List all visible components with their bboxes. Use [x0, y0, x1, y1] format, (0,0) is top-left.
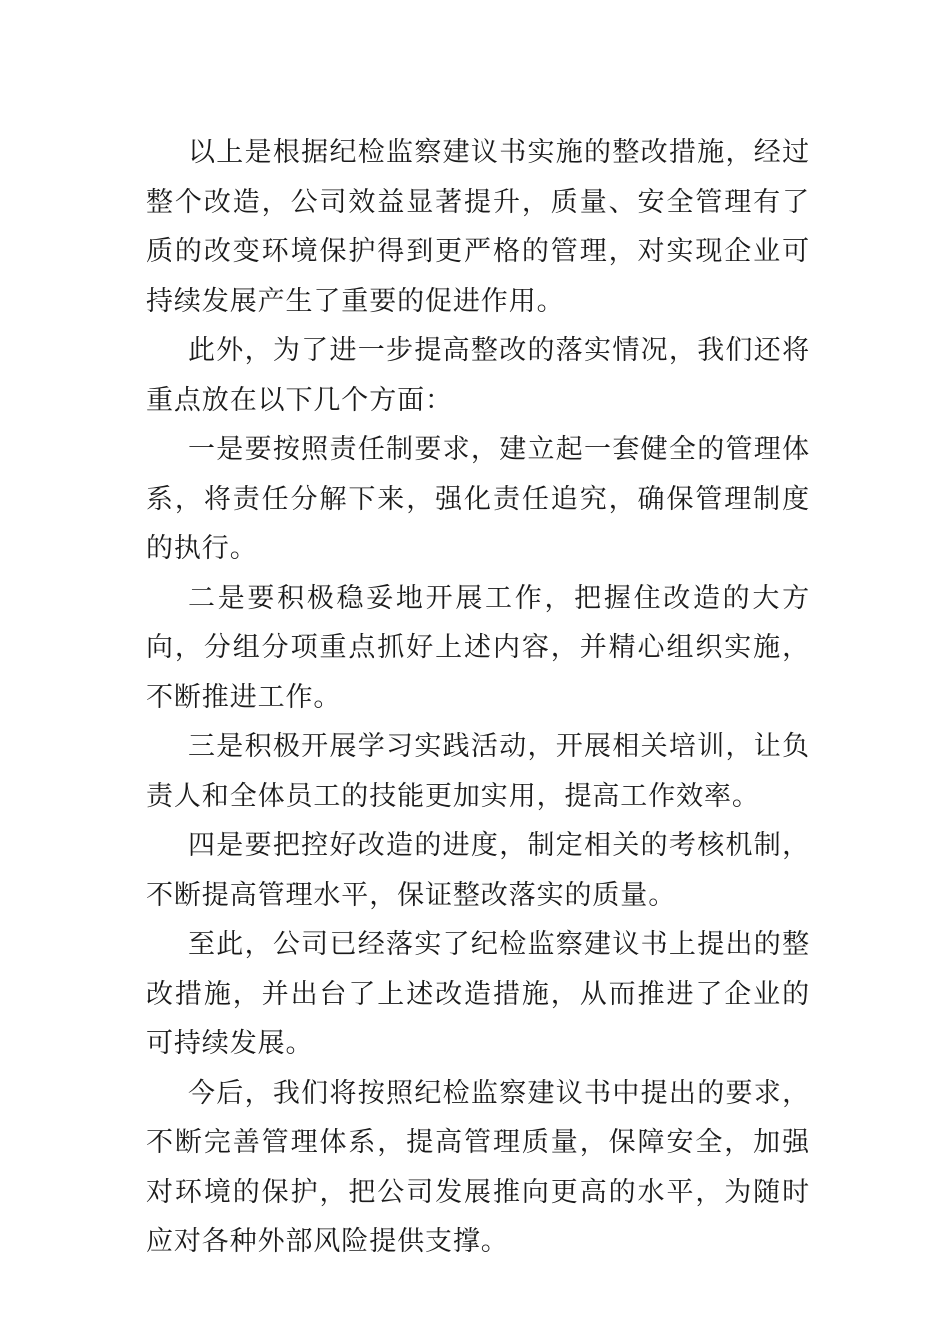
- paragraph-point-4: 四是要把控好改造的进度，制定相关的考核机制，不断提高管理水平，保证整改落实的质量。: [146, 830, 810, 911]
- paragraph-point-1: 一是要按照责任制要求，建立起一套健全的管理体系，将责任分解下来，强化责任追究，确保管理制度的执行。: [146, 434, 810, 564]
- paragraph-point-2: 二是要积极稳妥地开展工作，把握住改造的大方向，分组分项重点抓好上述内容，并精心组织实施，不断推进工作。: [146, 582, 810, 713]
- paragraph-intro: 此外，为了进一步提高整改的落实情况，我们还将重点放在以下几个方面：: [146, 335, 810, 416]
- paragraph-conclusion: 至此，公司已经落实了纪检监察建议书上提出的整改措施，并出台了上述改造措施，从而推进了企业的可持续发展。: [146, 929, 810, 1059]
- document-body: [146, 128, 810, 1267]
- paragraph-outlook: 今后，我们将按照纪检监察建议书中提出的要求，不断完善管理体系，提高管理质量，保障安全，加强对环境的保护，把公司发展推向更高的水平，为随时应对各种外部风险提供支撑。: [146, 1077, 810, 1257]
- paragraph-point-3: 三是积极开展学习实践活动，开展相关培训，让负责人和全体员工的技能更加实用，提高工作效率。: [146, 731, 810, 812]
- paragraph-summary: 以上是根据纪检监察建议书实施的整改措施，经过整个改造，公司效益显著提升，质量、安全管理有了质的改变环境保护得到更严格的管理，对实现企业可持续发展产生了重要的促进作用。: [146, 137, 810, 317]
